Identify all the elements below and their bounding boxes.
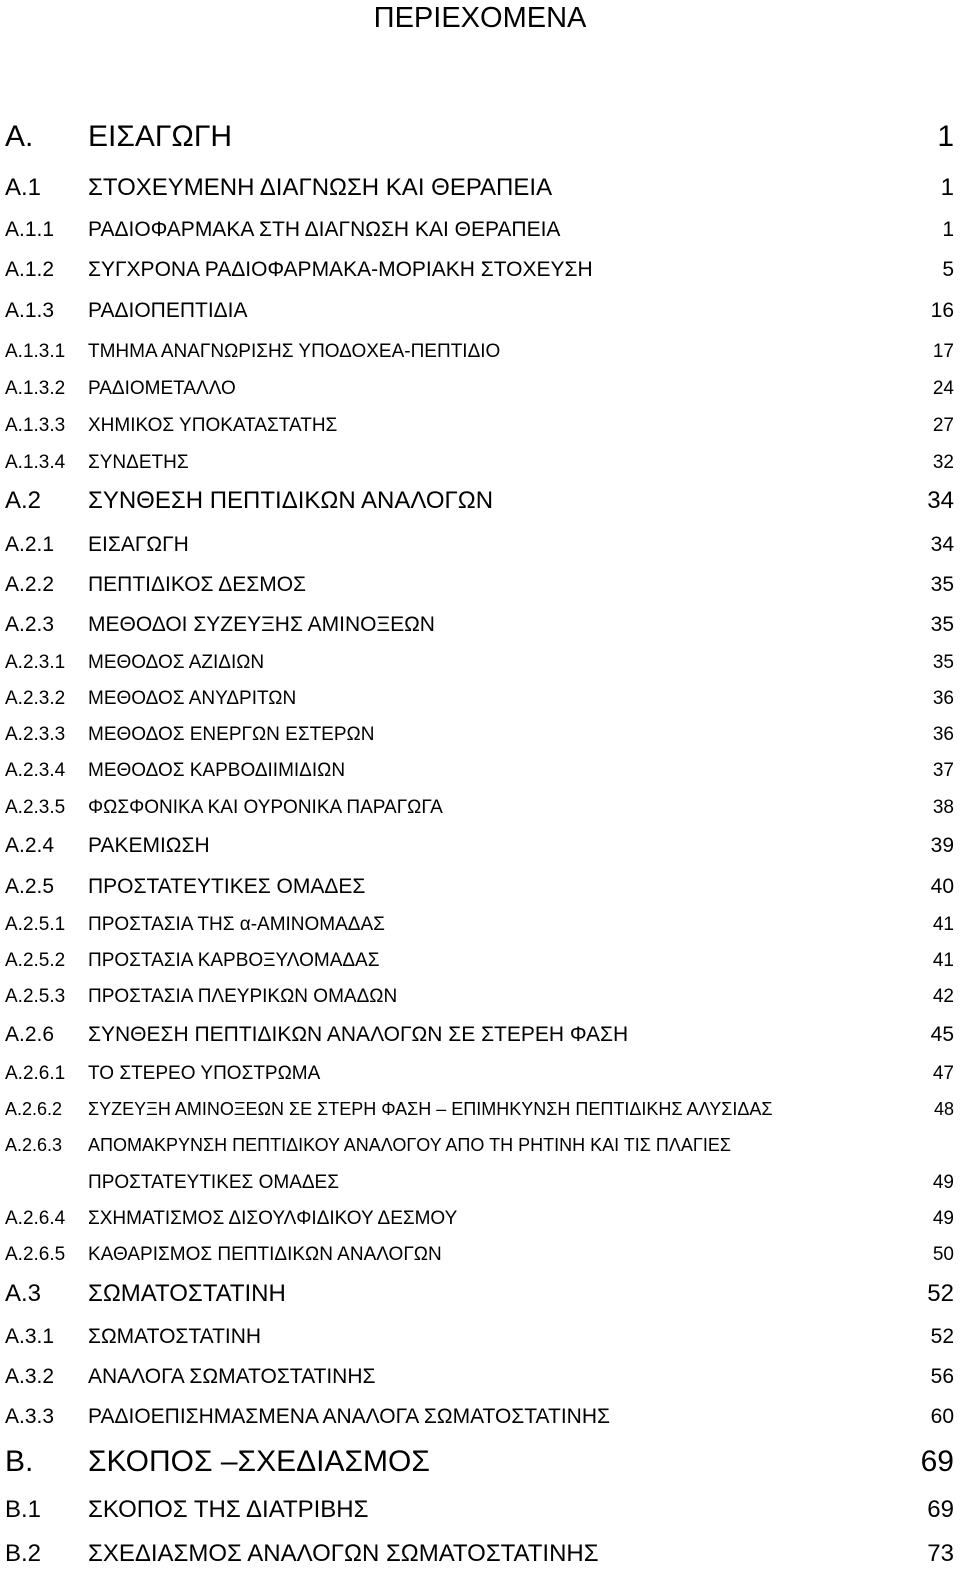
toc-title: ΑΠΟΜΑΚΡΥΝΣΗ ΠΕΠΤΙΔΙΚΟΥ ΑΝΑΛΟΓΟΥ ΑΠΟ ΤΗ ΡΗΤΙΝΗ ΚΑΙ ΤΙΣ ΠΛΑΓΙΕΣ — [88, 1135, 731, 1155]
toc-page: 41 — [932, 950, 954, 971]
toc-title: ΣΥΝΘΕΣΗ ΠΕΠΤΙΔΙΚΩΝ ΑΝΑΛΟΓΩΝ ΣΕ ΣΤΕΡΕΗ ΦΑΣΗ — [88, 1023, 629, 1046]
toc-number: Α.2.4 — [5, 834, 55, 857]
toc-page: 17 — [932, 341, 954, 362]
toc-page: 40 — [930, 875, 954, 898]
toc-number: Α.3 — [5, 1280, 42, 1307]
toc-number: Α.2.1 — [5, 533, 55, 556]
toc-title: ΠΡΟΣΤΑΤΕΥΤΙΚΕΣ ΟΜΑΔΕΣ — [88, 1172, 339, 1193]
toc-number: Α.1 — [5, 174, 42, 201]
toc-number: Α.2.5.2 — [5, 950, 66, 971]
toc-title: ΡΑΔΙΟΕΠΙΣΗΜΑΣΜΕΝΑ ΑΝΑΛΟΓΑ ΣΩΜΑΤΟΣΤΑΤΙΝΗΣ — [88, 1405, 610, 1428]
toc-page: 69 — [927, 1496, 954, 1523]
toc-title: ΣΥΝΔΕΤΗΣ — [88, 452, 189, 473]
toc-number: Α.2.6.1 — [5, 1063, 66, 1084]
toc-title: ΜΕΘΟΔΟΙ ΣΥΖΕΥΞΗΣ ΑΜΙΝΟΞΕΩΝ — [88, 613, 435, 636]
toc-page: 35 — [930, 613, 954, 636]
toc-number: Β.2 — [5, 1540, 42, 1567]
toc-number: Α.2.3.1 — [5, 652, 66, 673]
toc-page: 35 — [930, 573, 954, 596]
toc-page: 1 — [937, 120, 954, 153]
toc-page: 38 — [932, 797, 954, 818]
toc-page: 1 — [940, 174, 954, 201]
toc-number: Β.1 — [5, 1496, 42, 1523]
toc-title: ΜΕΘΟΔΟΣ ΑΝΥΔΡΙΤΩΝ — [88, 688, 297, 709]
toc-page: 24 — [932, 378, 954, 399]
toc-title: ΠΡΟΣΤΑΣΙΑ ΠΛΕΥΡΙΚΩΝ ΟΜΑΔΩΝ — [88, 986, 398, 1007]
toc-number: Α.1.3.1 — [5, 341, 66, 362]
toc-title: ΚΑΘΑΡΙΣΜΟΣ ΠΕΠΤΙΔΙΚΩΝ ΑΝΑΛΟΓΩΝ — [88, 1244, 442, 1265]
toc-title: ΕΙΣΑΓΩΓΗ — [88, 533, 189, 556]
toc-number: Α.1.2 — [5, 258, 55, 281]
toc-page: 69 — [920, 1445, 954, 1478]
toc-page: 49 — [932, 1172, 954, 1193]
toc-number: Α.2.3.2 — [5, 688, 66, 709]
toc-page: 52 — [930, 1325, 954, 1348]
toc-page: 48 — [933, 1099, 954, 1119]
toc-page: 37 — [932, 760, 954, 781]
toc-page: 1 — [942, 218, 954, 241]
toc-number: Α.1.3 — [5, 299, 55, 322]
toc-page: 34 — [930, 533, 954, 556]
toc-number: Α.2.3.5 — [5, 797, 66, 818]
toc-number: Α.2.5 — [5, 875, 55, 898]
toc-title: ΣΧΕΔΙΑΣΜΟΣ ΑΝΑΛΟΓΩΝ ΣΩΜΑΤΟΣΤΑΤΙΝΗΣ — [88, 1540, 599, 1567]
toc-title: ΕΙΣΑΓΩΓΗ — [88, 120, 233, 153]
toc-number: Α.2.5.1 — [5, 914, 66, 935]
toc-page: 5 — [942, 258, 954, 281]
toc-number: Α. — [5, 120, 34, 153]
toc-number: Α.1.1 — [5, 218, 55, 241]
toc-page: 50 — [932, 1244, 954, 1265]
toc-number: Α.2.6 — [5, 1023, 55, 1046]
toc-title: ΧΗΜΙΚΟΣ ΥΠΟΚΑΤΑΣΤΑΤΗΣ — [88, 415, 338, 436]
toc-title: ΠΕΠΤΙΔΙΚΟΣ ΔΕΣΜΟΣ — [88, 573, 307, 596]
toc-page: 45 — [930, 1023, 954, 1046]
toc-title: ΣΤΟΧΕΥΜΕΝΗ ΔΙΑΓΝΩΣΗ ΚΑΙ ΘΕΡΑΠΕΙΑ — [88, 174, 553, 201]
toc-number: Α.1.3.3 — [5, 415, 66, 436]
toc-page: 56 — [930, 1365, 954, 1388]
toc-title: ΣΩΜΑΤΟΣΤΑΤΙΝΗ — [88, 1280, 286, 1307]
toc-page: 73 — [927, 1540, 954, 1567]
toc-page: 49 — [932, 1208, 954, 1229]
toc-title: ΡΑΚΕΜΙΩΣΗ — [88, 834, 210, 857]
toc-page: 34 — [927, 487, 954, 514]
toc-title: ΠΡΟΣΤΑΣΙΑ ΚΑΡΒΟΞΥΛΟΜΑΔΑΣ — [88, 950, 380, 971]
toc-number: Α.1.3.4 — [5, 452, 66, 473]
toc-title: ΜΕΘΟΔΟΣ ΚΑΡΒΟΔΙΙΜΙΔΙΩΝ — [88, 760, 346, 781]
toc-number: Α.2.6.4 — [5, 1208, 66, 1229]
toc-page: 52 — [927, 1280, 954, 1307]
toc-number: Α.1.3.2 — [5, 378, 66, 399]
toc-number: Α.2.3.4 — [5, 760, 66, 781]
toc-number: Α.2.6.2 — [5, 1099, 63, 1119]
toc-page: 35 — [932, 652, 954, 673]
toc-page: 39 — [930, 834, 954, 857]
toc-number: Α.2 — [5, 487, 42, 514]
toc-number: Α.2.5.3 — [5, 986, 66, 1007]
toc-number: Α.2.6.3 — [5, 1135, 63, 1155]
toc-title: ΤΜΗΜΑ ΑΝΑΓΝΩΡΙΣΗΣ ΥΠΟΔΟΧΕΑ-ΠΕΠΤΙΔΙΟ — [88, 341, 501, 362]
toc-title: ΡΑΔΙΟΠΕΠΤΙΔΙΑ — [88, 299, 248, 322]
toc-title: ΣΩΜΑΤΟΣΤΑΤΙΝΗ — [88, 1325, 262, 1348]
toc-page: 16 — [930, 299, 954, 322]
toc-title: ΤΟ ΣΤΕΡΕΟ ΥΠΟΣΤΡΩΜΑ — [88, 1063, 321, 1084]
toc-title: ΦΩΣΦΟΝΙΚΑ ΚΑΙ ΟΥΡΟΝΙΚΑ ΠΑΡΑΓΩΓΑ — [88, 797, 443, 818]
toc-number: Α.2.6.5 — [5, 1244, 66, 1265]
toc-title: ΣΥΖΕΥΞΗ ΑΜΙΝΟΞΕΩΝ ΣΕ ΣΤΕΡΗ ΦΑΣΗ – ΕΠΙΜΗΚΥΝΣΗ ΠΕΠΤΙΔΙΚΗΣ ΑΛΥΣΙΔΑΣ — [88, 1099, 773, 1119]
toc-title: ΡΑΔΙΟΦΑΡΜΑΚΑ ΣΤΗ ΔΙΑΓΝΩΣΗ ΚΑΙ ΘΕΡΑΠΕΙΑ — [88, 218, 561, 241]
toc-title: ΜΕΘΟΔΟΣ ΕΝΕΡΓΩΝ ΕΣΤΕΡΩΝ — [88, 724, 375, 745]
toc-page: 27 — [932, 415, 954, 436]
toc-title: ΣΚΟΠΟΣ –ΣΧΕΔΙΑΣΜΟΣ — [88, 1445, 430, 1478]
toc-page: 47 — [932, 1063, 954, 1084]
toc-title: ΣΚΟΠΟΣ ΤΗΣ ΔΙΑΤΡΙΒΗΣ — [88, 1496, 369, 1523]
toc-number: Β. — [5, 1445, 34, 1478]
toc-number: Α.2.3.3 — [5, 724, 66, 745]
toc-number: Α.3.1 — [5, 1325, 55, 1348]
toc-title: ΜΕΘΟΔΟΣ ΑΖΙΔΙΩΝ — [88, 652, 265, 673]
toc-page: 32 — [932, 452, 954, 473]
toc-page: 36 — [932, 724, 954, 745]
toc-number: Α.3.3 — [5, 1405, 55, 1428]
toc-title: ΣΥΝΘΕΣΗ ΠΕΠΤΙΔΙΚΩΝ ΑΝΑΛΟΓΩΝ — [88, 487, 494, 514]
page-title: ΠΕΡΙΕΧΟΜΕΝΑ — [373, 2, 587, 34]
toc-title: ΣΧΗΜΑΤΙΣΜΟΣ ΔΙΣΟΥΛΦΙΔΙΚΟΥ ΔΕΣΜΟΥ — [88, 1208, 458, 1229]
toc-title: ΑΝΑΛΟΓΑ ΣΩΜΑΤΟΣΤΑΤΙΝΗΣ — [88, 1365, 376, 1388]
toc-number: Α.2.3 — [5, 613, 55, 636]
toc-title: ΠΡΟΣΤΑΤΕΥΤΙΚΕΣ ΟΜΑΔΕΣ — [88, 875, 366, 898]
toc-page: 42 — [932, 986, 954, 1007]
toc-page: 41 — [932, 914, 954, 935]
toc-page: 36 — [932, 688, 954, 709]
toc-title: ΣΥΓΧΡΟΝΑ ΡΑΔΙΟΦΑΡΜΑΚΑ-ΜΟΡΙΑΚΗ ΣΤΟΧΕΥΣΗ — [88, 258, 593, 281]
toc-page: 60 — [930, 1405, 954, 1428]
toc-number: Α.2.2 — [5, 573, 55, 596]
toc-number: Α.3.2 — [5, 1365, 55, 1388]
toc-title: ΠΡΟΣΤΑΣΙΑ ΤΗΣ α-ΑΜΙΝΟΜΑΔΑΣ — [88, 914, 385, 935]
toc-title: ΡΑΔΙΟΜΕΤΑΛΛΟ — [88, 378, 236, 399]
